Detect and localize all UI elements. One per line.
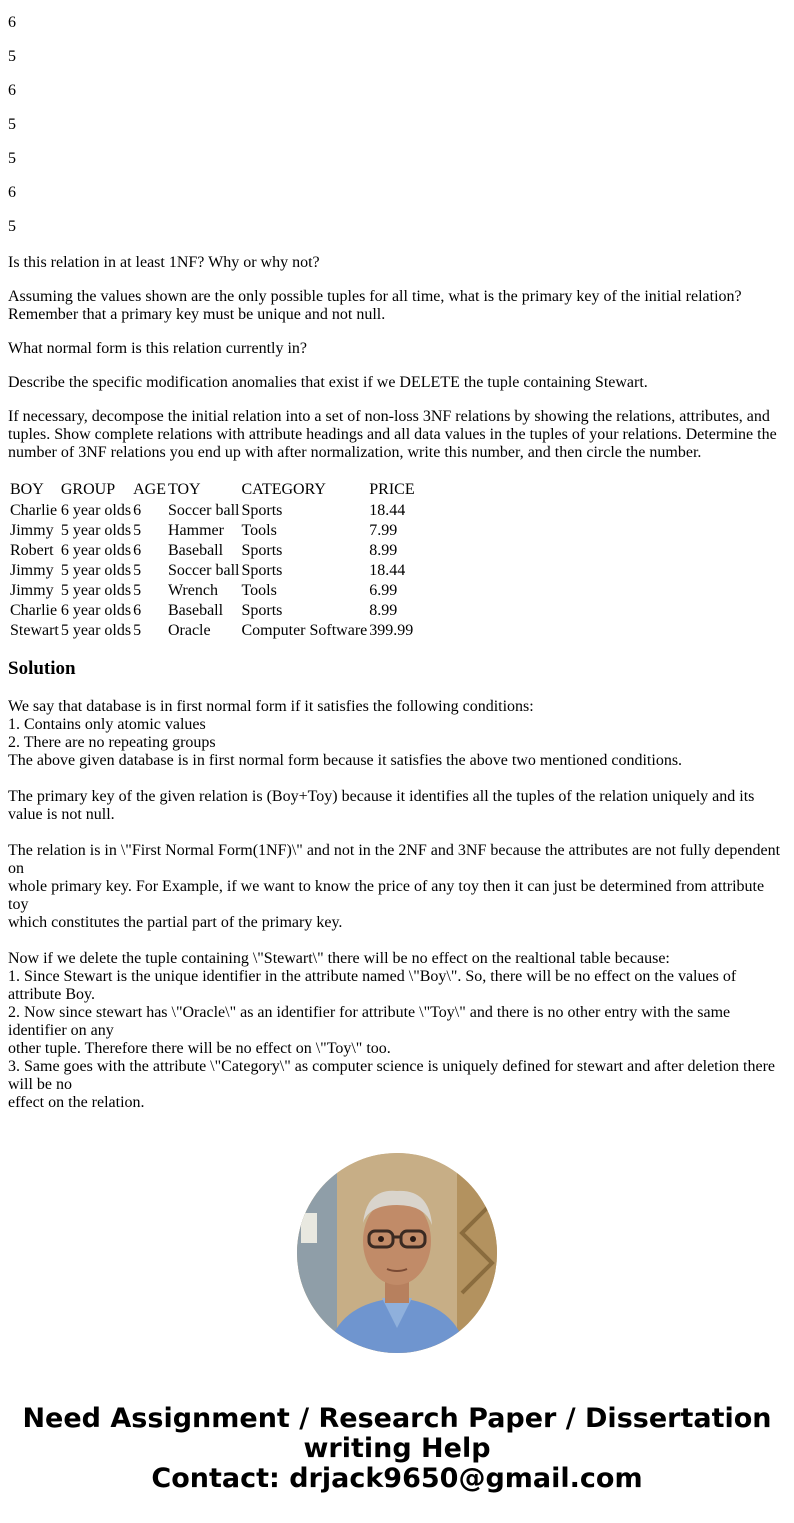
table-cell: Soccer ball [167,502,240,519]
question-decompose: If necessary, decompose the initial relation into a set of non-loss 3NF relations by showing the relations, attributes, and tuples. Show complete relations with attribute headings and all data values in the tuples of your relations. Determine the number of 3NF relations you end up with after normalization, write this number, and then circle the number. [8,408,777,461]
table-cell: 6 year olds [60,542,132,559]
column-header: TOY [167,481,201,498]
column-header: BOY [10,481,44,498]
solution-paragraph-delete [8,950,786,1112]
table-cell: 18.44 [369,562,406,579]
table-cell: Baseball [167,542,224,559]
table-cell: Sports [241,502,283,519]
table-cell: Tools [241,522,277,539]
number-item: 6 [8,184,16,201]
solution-paragraph-normal-form [8,842,786,932]
table-cell: Wrench [167,582,218,599]
table-cell: 6 year olds [60,602,132,619]
solution-line: 3. Same goes with the attribute \"Category\" as computer science is uniquely defined for stewart and after deletion there will be no [8,1058,776,1093]
number-item: 5 [8,218,16,235]
banner-contact-line: Contact: drjack9650@gmail.com [151,1463,643,1494]
number-item: 5 [8,150,16,167]
table-cell: 5 [133,522,142,539]
solution-paragraph-primary-key: The primary key of the given relation is (Boy+Toy) because it identifies all the tuples of the relation uniquely and its value is not null. [8,788,755,823]
table-cell: Sports [241,562,283,579]
solution-line: Now if we delete the tuple containing \"Stewart\" there will be no effect on the realtional table because: [8,950,670,967]
table-cell: 8.99 [369,602,398,619]
relation-table [8,478,417,642]
table-cell: 5 year olds [60,582,132,599]
table-row [10,522,415,540]
solution-line: 1. Since Stewart is the unique identifier in the attribute named \"Boy\". So, there will be no effect on the values of attribute Boy. [8,968,737,1003]
table-cell: 6 [133,602,142,619]
question-normal-form: What normal form is this relation currently in? [8,340,308,357]
table-cell: Sports [241,542,283,559]
table-cell: 5 [133,622,142,639]
table-row [10,602,415,620]
table-cell: 5 [133,582,142,599]
table-cell: Robert [10,542,54,559]
table-cell: 5 year olds [60,562,132,579]
table-row [10,622,415,640]
solution-heading: Solution [8,658,76,679]
solution-body [8,698,786,1112]
table-cell: 6 [133,542,142,559]
table-row [10,582,415,600]
solution-line: other tuple. Therefore there will be no effect on \"Toy\" too. [8,1040,391,1057]
avatar [297,1153,497,1353]
table-cell: 399.99 [369,622,414,639]
column-header: GROUP [60,481,116,498]
table-header-row [10,480,415,500]
number-item: 6 [8,14,16,31]
solution-paragraph-1nf [8,698,786,770]
question-1nf: Is this relation in at least 1NF? Why or why not? [8,254,320,271]
document-body [8,0,786,1130]
column-header: PRICE [369,481,415,498]
table-row [10,542,415,560]
table-cell: Computer Software [241,622,368,639]
table-cell: Stewart [10,622,59,639]
table-cell: 6 [133,502,142,519]
table-cell: 5 year olds [60,522,132,539]
question-delete-anomalies: Describe the specific modification anomalies that exist if we DELETE the tuple containing Stewart. [8,374,648,391]
solution-line: whole primary key. For Example, if we want to know the price of any toy then it can just be determined from attribute toy [8,878,765,913]
table-cell: Jimmy [10,582,54,599]
table-cell: 7.99 [369,522,398,539]
avatar-photo [297,1153,497,1353]
solution-line: effect on the relation. [8,1094,145,1111]
table-cell: 18.44 [369,502,406,519]
table-cell: Jimmy [10,562,54,579]
table-cell: Oracle [167,622,211,639]
solution-line: The relation is in \"First Normal Form(1NF)\" and not in the 2NF and 3NF because the attributes are not fully dependent on [8,842,781,877]
solution-line: 2. Now since stewart has \"Oracle\" as an identifier for attribute \"Toy\" and there is no other entry with the same identifier on any [8,1004,731,1039]
table-row [10,502,415,520]
solution-line: 1. Contains only atomic values [8,716,206,733]
table-cell: Hammer [167,522,224,539]
solution-line: The above given database is in first normal form because it satisfies the above two mentioned conditions. [8,752,683,769]
table-cell: Baseball [167,602,224,619]
table-cell: 5 year olds [60,622,132,639]
table-cell: Tools [241,582,277,599]
table-cell: Charlie [10,502,58,519]
question-primary-key: Assuming the values shown are the only possible tuples for all time, what is the primary key of the initial relation? Remember that a primary key must be unique and not null. [8,288,742,323]
banner-line: writing Help [303,1433,491,1464]
solution-line: which constitutes the partial part of the primary key. [8,914,343,931]
number-item: 6 [8,82,16,99]
table-cell: Jimmy [10,522,54,539]
column-header: CATEGORY [241,481,326,498]
table-cell: 6 year olds [60,502,132,519]
table-cell: 6.99 [369,582,398,599]
table-cell: Soccer ball [167,562,240,579]
number-item: 5 [8,116,16,133]
solution-line: 2. There are no repeating groups [8,734,216,751]
solution-line: We say that database is in first normal form if it satisfies the following conditions: [8,698,534,715]
banner-line: Need Assignment / Research Paper / Dissertation [22,1403,772,1434]
column-header: AGE [133,481,166,498]
table-cell: 8.99 [369,542,398,559]
person-portrait-icon [297,1153,497,1353]
number-list [8,0,786,238]
table-cell: Sports [241,602,283,619]
contact-banner [0,1404,794,1494]
number-item: 5 [8,48,16,65]
table-cell: 5 [133,562,142,579]
table-row [10,562,415,580]
table-cell: Charlie [10,602,58,619]
